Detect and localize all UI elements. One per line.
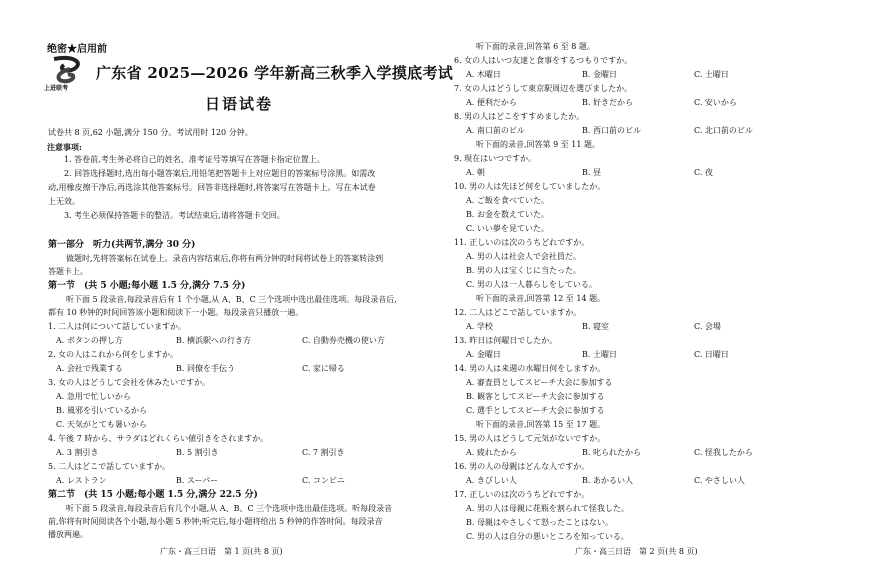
note-line: 1. 答卷前,考生务必将自己的姓名、准考证号等填写在答题卡指定位置上。 [64,155,325,164]
option-a: A. 急用で忙しいから [56,392,131,401]
option-a: A. 男の人は社会人で会社員だ。 [466,252,581,261]
part1-title: 第一部分 听力(共两节,满分 30 分) [48,240,196,250]
question-text: 11. 正しいのは次のうちどれですか。 [454,238,590,247]
notes-title: 注意事项: [47,142,82,152]
option-b: B. 寝室 [582,322,609,331]
section2-instr-line: 播放两遍。 [48,530,88,539]
option-a: A. ご飯を食べていた。 [466,196,549,205]
option-c: C. 天気がとても暑いから [56,420,147,429]
option-a: A. 南口前のビル [466,126,525,135]
question-text: 17. 正しいのは次のうちどれですか。 [454,490,590,499]
option-b: B. あかるい人 [582,476,633,485]
option-a: A. 学校 [466,322,493,331]
footer-right: 广东・高三日语 第 2 页(共 8 页) [575,547,698,556]
question-text: 15. 男の人はどうして元気がないですか。 [454,434,606,443]
confidential-mark: 绝密★启用前 [47,44,107,55]
option-b: B. 叱られたから [582,448,641,457]
question-text: 4. 午後 7 時から、サラダはどれくらい値引きをされますか。 [48,434,269,443]
option-c: C. 怪我したから [694,448,753,457]
question-text: 2. 女の人はこれから何をしますか。 [48,350,179,359]
question-text: 5. 二人はどこで話していますか。 [48,462,171,471]
option-c: C. 家に帰る [302,364,345,373]
section1-instr-line: 听下面 5 段录音,每段录音后有 1 个小题,从 A、B、C 三个选项中选出最佳选项。每段录音后, [66,295,397,304]
option-b: B. 5 割引き [176,448,219,457]
listening-instruction: 听下面的录音,回答第 6 至 8 题。 [476,42,595,51]
option-c: C. 選手としてスピーチ大会に参加する [466,406,605,415]
note-line: 动,用橡皮擦干净后,再选涂其他答案标号。回答非选择题时,将答案写在答题卡上。写在本试卷 [48,183,376,192]
question-text: 13. 昨日は何曜日でしたか。 [454,336,558,345]
option-c: C. 男の人は一人暮らしをしている。 [466,280,597,289]
option-c: C. 日曜日 [694,350,729,359]
option-c: C. 土曜日 [694,70,729,79]
question-text: 1. 二人は何について話していますか。 [48,322,187,331]
option-b: B. スーパー [176,476,219,485]
option-c: C. 7 割引き [302,448,345,457]
option-a: A. 男の人は母親に花瓶を割られて怪我した。 [466,504,629,513]
part1-intro-line: 答题卡上。 [48,267,88,276]
option-b: B. 土曜日 [582,350,617,359]
option-a: A. レストラン [56,476,107,485]
option-b: B. 母親はやさしくて怒ったことはない。 [466,518,613,527]
section1-instr-line: 都有 10 秒钟的时间回答该小题和阅读下一小题。每段录音只播放一遍。 [48,308,304,317]
option-a: A. 疲れたから [466,448,517,457]
exam-info: 试卷共 8 页,62 小题,满分 150 分。考试用时 120 分钟。 [48,128,253,137]
note-line: 2. 回答选择题时,选出每小题答案后,用铅笔把答题卡上对应题目的答案标号涂黑。如需改 [64,169,376,178]
exam-title: 广东省 2025—2026 学年新高三秋季入学摸底考试 [96,64,454,82]
option-a: A. ボタンの押し方 [56,336,123,345]
option-a: A. 木曜日 [466,70,501,79]
listening-instruction: 听下面的录音,回答第 15 至 17 题。 [476,420,606,429]
question-text: 16. 男の人の母親はどんな人ですか。 [454,462,590,471]
option-b: B. 好きだから [582,98,633,107]
question-text: 9. 現在はいつですか。 [454,154,537,163]
section2-instr-line: 听下面 5 段录音,每段录音后有几个小题,从 A、B、C 三个选项中选出最佳选项。听每段录音 [66,504,393,513]
option-b: B. 男の人は宝くじに当たった。 [466,266,581,275]
question-text: 7. 女の人はどうして東京駅周辺を選びましたか。 [454,84,633,93]
option-c: C. 北口前のビル [694,126,753,135]
option-b: B. お金を数えていた。 [466,210,549,219]
publisher-name: 上进联考 [44,85,69,92]
option-b: B. 横浜駅への行き方 [176,336,251,345]
option-a: A. 審査員としてスピーチ大会に参加する [466,378,613,387]
note-line: 上无效。 [48,197,80,206]
option-a: A. きびしい人 [466,476,517,485]
option-c: C. やさしい人 [694,476,745,485]
listening-instruction: 听下面的录音,回答第 9 至 11 题。 [476,140,600,149]
option-c: C. 会場 [694,322,721,331]
note-line: 3. 考生必须保持答题卡的整洁。考试结束后,请将答题卡交回。 [64,211,285,220]
option-b: B. 同僚を手伝う [176,364,235,373]
footer-left: 广东・高三日语 第 1 页(共 8 页) [160,547,283,556]
option-c: C. 自動券売機の使い方 [302,336,385,345]
question-text: 3. 女の人はどうして会社を休みたいですか。 [48,378,211,387]
option-a: A. 朝 [466,168,485,177]
listening-instruction: 听下面的录音,回答第 12 至 14 题。 [476,294,606,303]
question-text: 8. 男の人はどこをすすめましたか。 [454,112,585,121]
option-c: C. コンビニ [302,476,345,485]
question-text: 12. 二人はどこで話していますか。 [454,308,582,317]
option-a: A. 便利だから [466,98,517,107]
option-c: C. 男の人は自分の悪いところを知っている。 [466,532,629,541]
section2-instr-line: 前,你将有时间阅读各个小题,每小题 5 秒钟;听完后,每小题将给出 5 秒钟的作答时间。每段录音 [48,517,383,526]
question-text: 6. 女の人はいつ友達と食事をするつもりですか。 [454,56,633,65]
option-c: C. 夜 [694,168,713,177]
option-b: B. 西口前のビル [582,126,641,135]
question-text: 14. 男の人は来週の水曜日何をしますか。 [454,364,606,373]
question-text: 10. 男の人は先ほど何をしていましたか。 [454,182,606,191]
option-a: A. 金曜日 [466,350,501,359]
option-b: B. 観客としてスピーチ大会に参加する [466,392,605,401]
option-b: B. 金曜日 [582,70,617,79]
exam-subtitle: 日语试卷 [205,95,274,113]
section2-title: 第二节 (共 15 小题;每小题 1.5 分,满分 22.5 分) [48,490,258,500]
option-c: C. 安いから [694,98,737,107]
option-b: B. 昼 [582,168,601,177]
option-a: A. 会社で残業する [56,364,123,373]
part1-intro-line: 做题时,先将答案标在试卷上。录音内容结束后,你将有两分钟的时间将试卷上的答案转涂到 [66,254,384,263]
option-c: C. いい夢を見ていた。 [466,224,549,233]
option-b: B. 風邪を引いているから [56,406,147,415]
section1-title: 第一节 (共 5 小题;每小题 1.5 分,满分 7.5 分) [48,281,246,291]
option-a: A. 3 割引き [56,448,99,457]
